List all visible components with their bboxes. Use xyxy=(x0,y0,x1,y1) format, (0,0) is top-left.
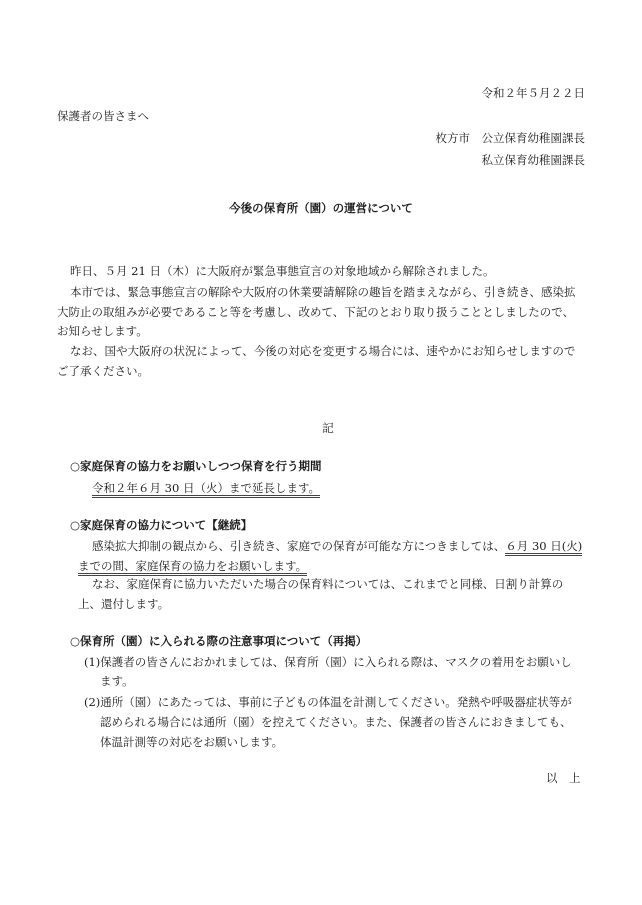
list-item-continuation: 体温計測等の対応をお願いします。 xyxy=(100,735,284,749)
plain-text: 感染拡大抑制の観点から、引き続き、家庭での保育が可能な方につきましては、 xyxy=(92,539,506,553)
document-date: 令和２年５月２２日 xyxy=(481,86,585,100)
sender-line-2: 私立保育幼稚園課長 xyxy=(481,153,585,167)
section-body-line: 上、還付します。 xyxy=(78,597,170,611)
underlined-text: までの間、家庭保育の協力をお願いします。 xyxy=(78,559,307,576)
list-item: (2)通所（園）にあたっては、事前に子どもの体温を計測してください。発熱や呼吸器症状等が xyxy=(84,695,572,709)
underlined-text: ６月 30 日(火) xyxy=(505,539,582,556)
section-body-line: なお、家庭保育に協力いただいた場合の保育料については、これまでと同様、日割り計算の xyxy=(92,577,564,591)
closing-mark: 以 上 xyxy=(546,771,581,785)
intro-line: 本市では、緊急事態宣言の解除や大阪府の休業要請解除の趣旨を踏まえながら、引き続き、感染拡 xyxy=(70,285,576,299)
list-item: (1)保護者の皆さんにおかれましては、保育所（園）に入られる際は、マスクの着用をお願いし xyxy=(84,655,572,669)
intro-line: なお、国や大阪府の状況によって、今後の対応を変更する場合には、速やかにお知らせしますので xyxy=(70,344,576,358)
list-item-continuation: ます。 xyxy=(100,674,134,688)
section-body xyxy=(92,480,320,496)
section-heading: ○保育所（園）に入られる際の注意事項について（再掲） xyxy=(70,634,368,648)
list-item-continuation: 認められる場合には通所（園）を控えてください。また、保護者の皆さんにおきましても、 xyxy=(100,715,572,729)
section-body-line xyxy=(78,558,307,574)
recipient-line: 保護者の皆さまへ xyxy=(57,109,149,123)
section-heading: ○家庭保育の協力をお願いしつつ保育を行う期間 xyxy=(70,459,322,473)
section-body-line xyxy=(92,538,582,554)
ki-label: 記 xyxy=(322,421,334,435)
intro-line: お知らせします。 xyxy=(57,324,148,338)
underlined-text: 令和２年６月 30 日（火）まで延長します。 xyxy=(92,481,320,498)
sender-line-1: 枚方市 公立保育幼稚園課長 xyxy=(435,131,585,145)
intro-line: 昨日、５月 21 日（木）に大阪府が緊急事態宣言の対象地域から解除されました。 xyxy=(70,264,495,278)
section-heading: ○家庭保育の協力について【継続】 xyxy=(70,518,253,532)
intro-line: ご了承ください。 xyxy=(57,364,149,378)
document-title: 今後の保育所（園）の運営について xyxy=(229,201,413,215)
intro-line: 大防止の取組みが必要であること等を考慮し、改めて、下記のとおり取り扱うこととしましたので、 xyxy=(57,305,575,319)
